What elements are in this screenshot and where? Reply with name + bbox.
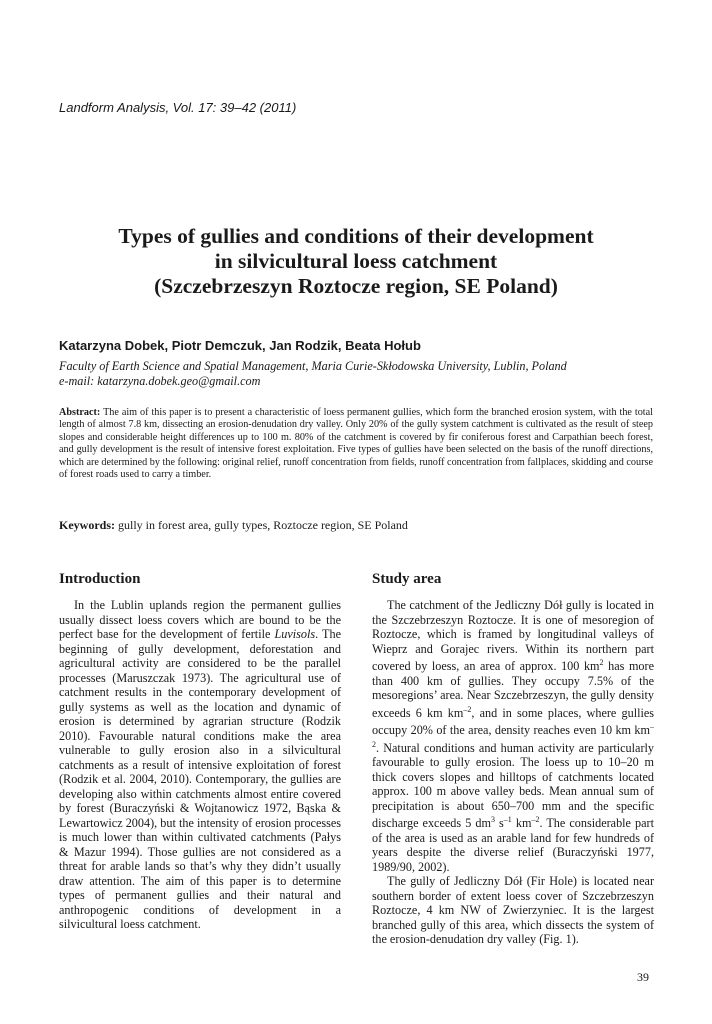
keywords-text: gully in forest area, gully types, Roztocze region, SE Poland xyxy=(118,518,408,532)
sup-3: 3 xyxy=(490,815,495,825)
study-text-e: s xyxy=(494,816,504,831)
sup-neg2-b: –2 xyxy=(372,722,654,749)
study-text-a: The catchment of the Jedliczny Dół gully is located in the Szczebrzeszyn Roztocze. It is one of mesoregion of Roztocze, which is framed by longitudinal valleys of Wieprz and Gorajec rivers. Within its northern part covered by loess, an area of approx. 100 km xyxy=(372,598,654,674)
introduction-paragraph xyxy=(59,598,341,932)
intro-italic-term: Luvisols xyxy=(274,627,316,641)
study-text-b: has more than 400 km of gullies. They occupy 7.5% of the mesoregions’ area. Near Szczebrzeszyn, the gully density exceeds 6 km km xyxy=(372,659,654,720)
introduction-section xyxy=(59,570,341,932)
study-area-heading: Study area xyxy=(372,571,442,587)
study-text-f: km xyxy=(511,816,532,831)
study-text-g: . The considerable part of the area is used as an arable land for few hundreds of years despite the diverse relief (Buraczyński 1977, 1989/90, 2002). xyxy=(372,816,654,874)
sup-2: 2 xyxy=(599,658,604,667)
email: e-mail: katarzyna.dobek.geo@gmail.com xyxy=(59,374,261,388)
paper-title xyxy=(40,224,672,299)
study-text-d: . Natural conditions and human activity are particularly favourable to gully erosion. The loess up to 10–20 m thick covers slopes and hilltops of catchments located approx. 100 m above valley beds. Mean annual sum of precipitation is about 650–700 mm and the specific discharge exceeds 5 dm xyxy=(372,740,654,831)
title-line-3: (Szczebrzeszyn Roztocze region, SE Poland) xyxy=(154,274,558,298)
introduction-heading: Introduction xyxy=(59,571,141,587)
sup-neg2-c: –2 xyxy=(531,815,540,825)
page-number: 39 xyxy=(637,970,649,984)
authors: Katarzyna Dobek, Piotr Demczuk, Jan Rodzik, Beata Hołub xyxy=(59,338,421,353)
abstract xyxy=(59,407,653,481)
title-line-1: Types of gullies and conditions of their development xyxy=(118,224,594,248)
abstract-label: Abstract: xyxy=(59,407,101,418)
sup-neg1: –1 xyxy=(503,815,512,825)
study-text-c: , and in some places, where gullies occupy 20% of the area, density reaches even 10 km km xyxy=(372,705,655,738)
abstract-text: The aim of this paper is to present a characteristic of loess permanent gullies, which form the branched erosion system, with the total length of almost 7.8 km, dissecting an erosion-denudation dry valley. Only 20% of the gully system catchment is cultivated as the result of steep slopes and considerable height differences up to 100 m. 80% of the catchment is covered by fir coniferous forest and Carpathian beech forest, and gully development is the result of intensive forest exploitation. Five types of gullies have been selected on the basis of the runoff directions, which are determined by the following: original relief, runoff concentration from fields, runoff concentration from fallplaces, skidding and course of forest roads used to carry a timber. xyxy=(59,407,653,481)
sup-neg2: –2 xyxy=(463,704,472,714)
intro-text-a: In the Lublin uplands region the permanent gullies usually dissect loess covers which are bound to be the perfect base for the development of fertile xyxy=(59,598,341,641)
title-line-2: in silvicultural loess catchment xyxy=(214,249,498,273)
study-area-paragraph-1 xyxy=(372,598,654,874)
study-area-section xyxy=(372,570,654,947)
keywords-label: Keywords: xyxy=(59,518,115,532)
intro-text-b: . The beginning of gully development, deforestation and agricultural activity are considered to be the parallel processes (Maruszczak 1973). The agricultural use of catchment results in the contemporary development of gully systems as well as the location and dynamic of erosion is determined by agrarian structure (Rodzik 2010). Favourable natural conditions make the area vulnerable to gully erosion also in a silvicultural catchments as a result of intensive exploitation of forest (Rodzik et al. 2004, 2010). Contemporary, the gullies are developing also within catchments almost entire covered by forest (Buraczyński & Wojtanowicz 1972, Bąska & Lewartowicz 2004), but the intensity of erosion processes is much lower than within cultivated catchments (Pałys & Mazur 1994). Those gullies are not considered as a threat for arable lands so that’s why they didn’t usually draw attention. The aim of this paper is to determine types of permanent gullies and their natural and anthropogenic conditions of development in a silvicultural loess catchment. xyxy=(59,627,341,931)
keywords xyxy=(59,518,408,533)
affiliation: Faculty of Earth Science and Spatial Management, Maria Curie-Skłodowska University, Lublin, Poland xyxy=(59,359,567,373)
study-area-paragraph-2: The gully of Jedliczny Dół (Fir Hole) is located near southern border of extent loess cover of Szczebrzeszyn Roztocze, 4 km NW of Zwierzyniec. It is the largest branched gully of this area, which dissects the system of the erosion-denudation dry valley (Fig. 1). xyxy=(372,874,654,947)
journal-citation: Landform Analysis, Vol. 17: 39–42 (2011) xyxy=(59,100,297,115)
affiliation-block xyxy=(59,359,659,389)
